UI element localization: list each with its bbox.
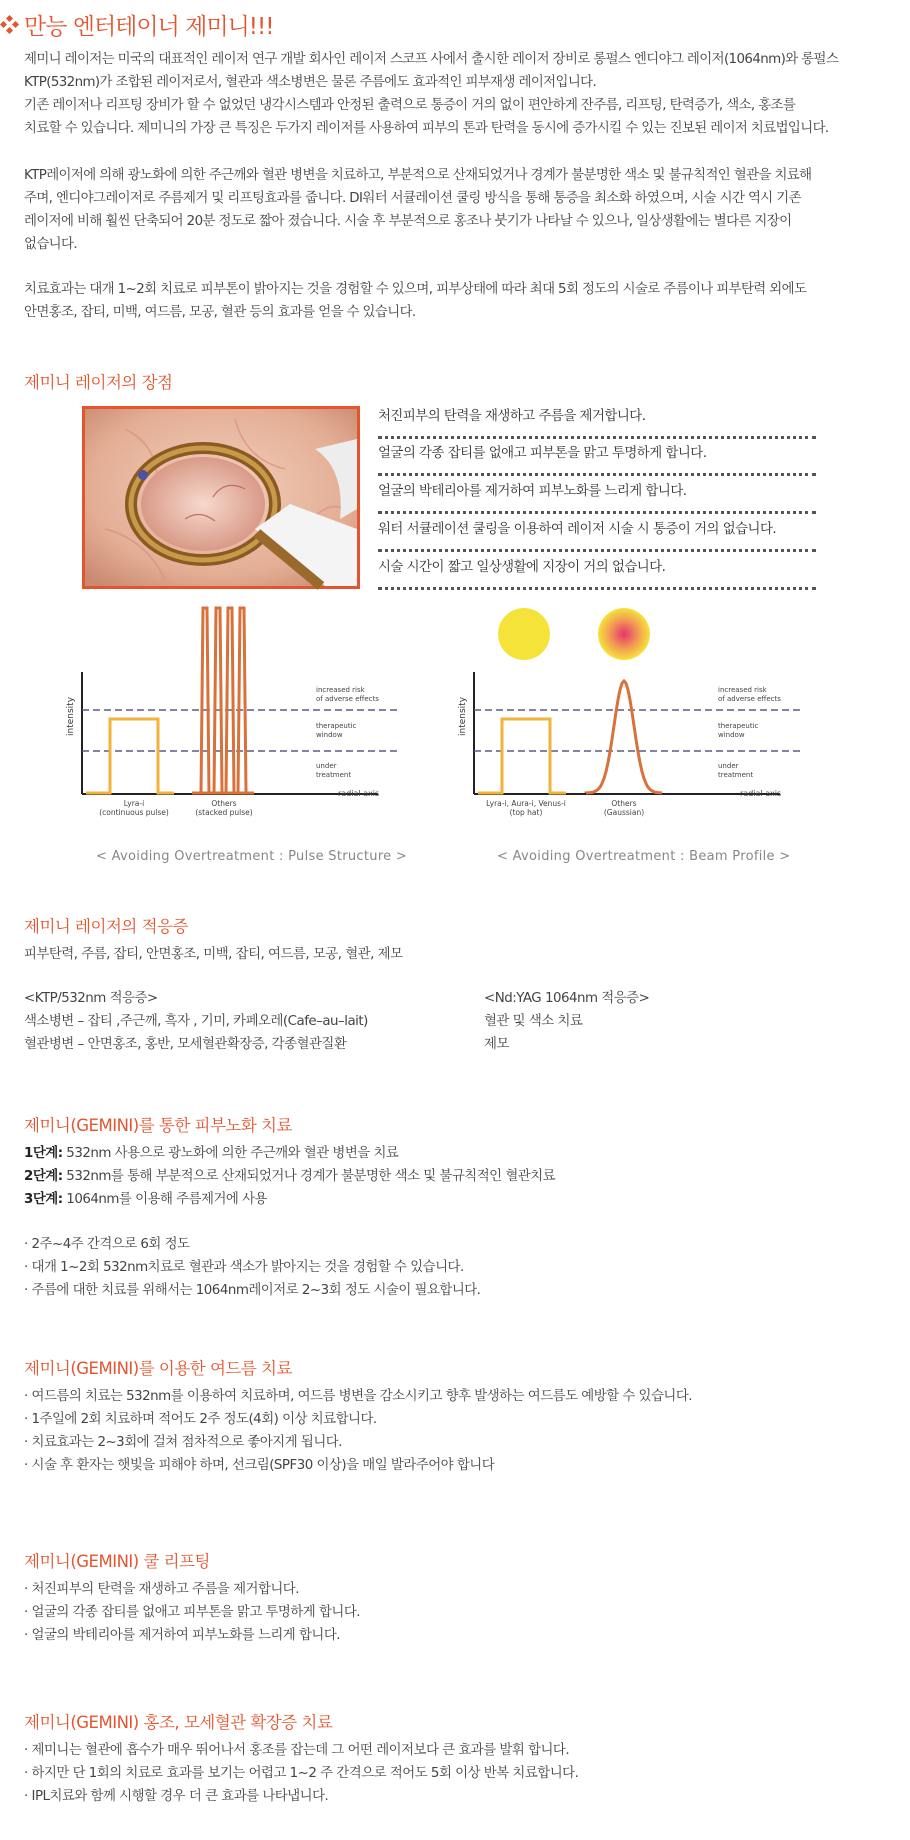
top-hat-series <box>86 719 174 793</box>
ktp-indications-title: <KTP/532nm 적응증> <box>24 991 158 1006</box>
aging-step <box>24 1188 267 1211</box>
page-header <box>0 8 273 41</box>
stacked-pulse-spike <box>214 608 222 793</box>
step-label: 1단계: <box>24 1146 63 1161</box>
aging-step <box>24 1165 555 1188</box>
benefit-item: 시술 시간이 짧고 일상생활에 지장이 거의 없습니다. <box>378 553 816 590</box>
step-text: 532nm를 통해 부분적으로 산재되었거나 경계가 불분명한 색소 및 불규칙적인 혈관치료 <box>62 1169 556 1184</box>
series-label: (top hat) <box>509 808 543 817</box>
advantages-heading: 제미니 레이저의 장점 <box>24 373 173 392</box>
lifting-bullet: · 처진피부의 탄력을 재생하고 주름을 제거합니다. <box>24 1582 300 1597</box>
series-label: (stacked pulse) <box>195 808 253 817</box>
aging-bullet: · 2주~4주 간격으로 6회 정도 <box>24 1237 190 1252</box>
top-hat-beam-spot <box>498 608 550 660</box>
benefit-item: 처진피부의 탄력을 재생하고 주름을 제거합니다. <box>378 402 816 439</box>
aging-heading: 제미니(GEMINI)를 통한 피부노화 치료 <box>24 1116 292 1135</box>
beam-profile-caption: < Avoiding Overtreatment : Beam Profile > <box>497 849 791 864</box>
series-label: (continuous pulse) <box>99 808 169 817</box>
benefit-item: 워터 서큘레이션 쿨링을 이용하여 레이저 시술 시 통증이 거의 없습니다. <box>378 515 816 552</box>
gaussian-series <box>586 681 662 793</box>
band-label: treatment <box>718 771 754 779</box>
diamond-cross-icon <box>0 15 20 35</box>
band-label: increased risk <box>316 686 365 694</box>
laser-handpiece-photo <box>82 406 360 589</box>
band-label: of adverse effects <box>316 695 379 703</box>
series-label: Lyra-i <box>123 799 145 808</box>
redness-bullet: · IPL치료와 함께 시행할 경우 더 큰 효과를 나타냅니다. <box>24 1789 329 1804</box>
beam-profile-chart <box>458 606 816 846</box>
y-axis-label: intensity <box>66 696 76 736</box>
band-label: window <box>316 731 343 739</box>
gaussian-beam-spot <box>598 608 650 660</box>
redness-bullet: · 제미니는 혈관에 흡수가 매우 뛰어나서 홍조를 잡는데 그 어떤 레이저보다 큰 효과를 발휘 합니다. <box>24 1743 570 1758</box>
band-label: of adverse effects <box>718 695 781 703</box>
acne-bullet: · 시술 후 환자는 햇빛을 피해야 하며, 선크림(SPF30 이상)을 매일 발라주어야 합니다 <box>24 1458 495 1473</box>
indications-heading: 제미니 레이저의 적응증 <box>24 917 188 936</box>
pulse-structure-svg <box>66 606 414 846</box>
stacked-pulse-spike <box>201 608 209 793</box>
beam-profile-svg <box>458 606 816 846</box>
ndyag-indication: 혈관 및 색소 치료 <box>484 1014 583 1029</box>
band-label: increased risk <box>718 686 767 694</box>
step-label: 3단계: <box>24 1192 63 1207</box>
redness-heading: 제미니(GEMINI) 홍조, 모세혈관 확장증 치료 <box>24 1713 333 1732</box>
lifting-bullet: · 얼굴의 박테리아를 제거하여 피부노화를 느리게 합니다. <box>24 1628 341 1643</box>
band-label: therapeutic <box>316 722 357 730</box>
lifting-bullet: · 얼굴의 각종 잡티를 없애고 피부톤을 맑고 투명하게 합니다. <box>24 1605 361 1620</box>
benefit-item: 얼굴의 박테리아를 제거하여 피부노화를 느리게 합니다. <box>378 477 816 514</box>
pulse-structure-caption: < Avoiding Overtreatment : Pulse Structure > <box>96 849 408 864</box>
step-label: 2단계: <box>24 1169 63 1184</box>
ndyag-indication: 제모 <box>484 1037 509 1052</box>
series-label: (Gaussian) <box>603 808 645 817</box>
redness-bullet: · 하지만 단 1회의 치료로 효과를 보기는 어렵고 1~2 주 간격으로 적어도 5회 이상 반복 치료합니다. <box>24 1766 579 1781</box>
pulse-structure-chart <box>66 606 414 846</box>
intro-paragraph: 제미니 레이저는 미국의 대표적인 레이저 연구 개발 회사인 레이저 스코프 사에서 출시한 레이저 장비로 롱펄스 엔디야그 레이저(1064nm)와 롱펄스 KTP(532nm)가 조합된 레이저로서, 혈관과 색소병변은 물론 주름에도 효과적인 피부재생 레이저입니다. 기존 레이저나 리프팅 장비가 할 수 없었던 냉각시스템과 안정된 출력으로 통증이 거의 없이 편안하게 잔주름, 리프팅, 탄력증가, 색소, 홍조를 치료할 수 있습니다. 제미니의 가장 큰 특징은 두가지 레이저를 사용하여 피부의 톤과 탄력을 동시에 증가시킬 수 있는 진보된 레이저 치료법입니다. <box>24 52 839 136</box>
benefit-item: 얼굴의 각종 잡티를 없애고 피부톤을 맑고 투명하게 합니다. <box>378 439 816 476</box>
x-axis-label: radial axis <box>740 789 782 798</box>
ktp-paragraph: KTP레이저에 의해 광노화에 의한 주근깨와 혈관 병변을 치료하고, 부분적으로 산재되었거나 경계가 불분명한 색소 및 불규칙적인 혈관을 치료해 주며, 엔디야그레이저로 주름제거 및 리프팅효과를 줍니다. DI워터 서큘레이션 쿨링 방식을 통해 통증을 최소화 하였으며, 시술 시간 역시 기존 레이저에 비해 훨씬 단축되어 20분 정도로 짧아 졌습니다. 시술 후 부분적으로 홍조나 붓기가 나타날 수 있으나, 일상생활에는 별다른 지장이 없습니다. <box>24 168 812 252</box>
band-label: treatment <box>316 771 352 779</box>
aging-bullet: · 대개 1~2회 532nm치료로 혈관과 색소가 밝아지는 것을 경험할 수 있습니다. <box>24 1260 464 1275</box>
x-axis-label: radial axis <box>338 789 380 798</box>
series-label: Lyra-i, Aura-i, Venus-i <box>486 799 566 808</box>
y-axis-label: intensity <box>458 696 468 736</box>
ktp-indication: 색소병변 – 잡티 ,주근깨, 흑자 , 기미, 카페오레(Cafe–au–lait) <box>24 1014 368 1029</box>
top-hat-series <box>478 719 566 793</box>
acne-heading: 제미니(GEMINI)를 이용한 여드름 치료 <box>24 1359 292 1378</box>
page-title: 만능 엔터테이너 제미니!!! <box>24 14 274 40</box>
acne-bullet: · 1주일에 2회 치료하며 적어도 2주 정도(4회) 이상 치료합니다. <box>24 1412 377 1427</box>
aging-bullet: · 주름에 대한 치료를 위해서는 1064nm레이저로 2~3회 정도 시술이 필요합니다. <box>24 1283 481 1298</box>
series-label: Others <box>211 799 237 808</box>
aging-step <box>24 1142 398 1165</box>
ndyag-indications-title: <Nd:YAG 1064nm 적응증> <box>484 991 650 1006</box>
band-label: under <box>718 762 739 770</box>
ktp-indication: 혈관병변 – 안면홍조, 홍반, 모세혈관확장증, 각종혈관질환 <box>24 1037 347 1052</box>
stacked-pulse-spike <box>226 608 234 793</box>
lifting-heading: 제미니(GEMINI) 쿨 리프팅 <box>24 1552 210 1571</box>
series-label: Others <box>611 799 637 808</box>
band-label: under <box>316 762 337 770</box>
band-label: window <box>718 731 745 739</box>
step-text: 532nm 사용으로 광노화에 의한 주근깨와 혈관 병변을 치료 <box>62 1146 399 1161</box>
indications-summary: 피부탄력, 주름, 잡티, 안면홍조, 미백, 잡티, 여드름, 모공, 혈관, 제모 <box>24 947 403 962</box>
band-label: therapeutic <box>718 722 759 730</box>
acne-bullet: · 여드름의 치료는 532nm를 이용하여 치료하며, 여드름 병변을 감소시키고 향후 발생하는 여드름도 예방할 수 있습니다. <box>24 1389 693 1404</box>
step-text: 1064nm를 이용해 주름제거에 사용 <box>62 1192 267 1207</box>
stacked-pulse-spike <box>238 608 246 793</box>
acne-bullet: · 치료효과는 2~3회에 걸쳐 점차적으로 좋아지게 됩니다. <box>24 1435 342 1450</box>
effect-paragraph: 치료효과는 대개 1~2회 치료로 피부톤이 밝아지는 것을 경험할 수 있으며, 피부상태에 따라 최대 5회 정도의 시술로 주름이나 피부탄력 외에도 안면홍조, 잡티, 미백, 여드름, 모공, 혈관 등의 효과를 얻을 수 있습니다. <box>24 282 807 320</box>
